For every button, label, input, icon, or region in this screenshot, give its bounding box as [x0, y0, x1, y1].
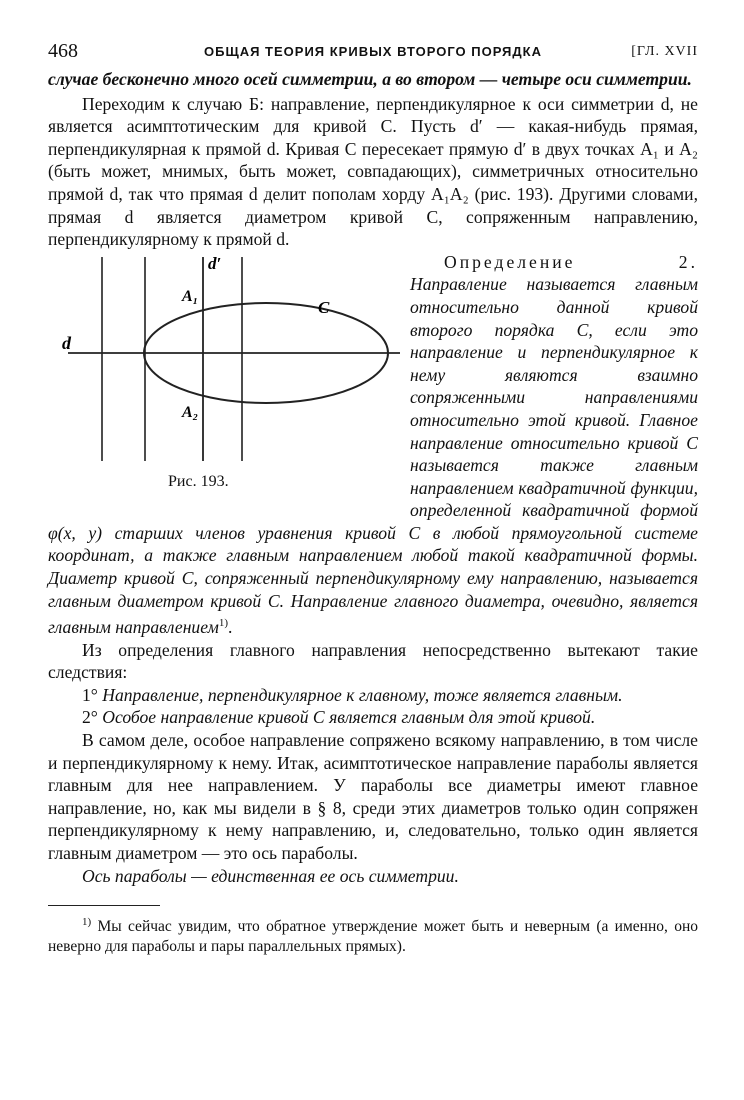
- label-d: d: [62, 332, 71, 353]
- definition-2: Определение 2. Направление называется главным относительно данной кривой второго порядка C, если это направление и перпендикулярное к нему являются взаимно сопряженными направлениями относительно этой кривой. Главное направление относительно кривой C называется также главным направлением квадратичной функции, определенной квадратичной формой φ(x, y) старших членов уравнения кривой C в любой прямоугольной системе координат, а также главным направлением любой такой квадратичной формы. Диаметр кривой C, сопряженный перпендикулярному ему направлению, называется главным диаметром кривой C. Направление главного диаметра, очевидно, является главным направлением$^{1)}$.: [48, 251, 698, 638]
- label-c: C: [318, 297, 330, 317]
- footnote-number: 1): [82, 916, 92, 929]
- footnote-mark: 1): [218, 617, 228, 630]
- consequence-1-number: 1°: [82, 684, 98, 705]
- paragraph-proof: В самом деле, особое направление сопряжено всякому направлению, в том числе и перпендикулярному к нему. Итак, асимптотическое направление параболы является главным для нее направлением. У параболы все диаметры имеют главное направление, но, как мы видели в § 8, среди этих диаметров только один сопряжен перпендикулярному к нему направлению, и, следовательно, только один является главным диаметром — это ось параболы.: [48, 730, 698, 864]
- consequence-1-text: Направление, перпендикулярное к главному, тоже является главным.: [102, 684, 623, 705]
- page-number: 468: [48, 40, 78, 62]
- label-d-prime: d′: [208, 253, 222, 273]
- page: [48, 36, 698, 957]
- figure-caption: Рис. 193.: [168, 472, 229, 490]
- paragraph-consequences: Из определения главного направления непосредственно вытекают такие следствия:: [48, 639, 698, 683]
- definition-label: Определение 2.: [444, 251, 698, 272]
- definition-text-b: Главное направление относительно кривой C называется также главным направлением квадратичной функции, определенной квадратичной формой φ(x, y) старших членов уравнения кривой C в любой прямоугольной системе координат, а также главным направлением любой такой квадратичной формы. Диаметр кривой C, сопряженный перпендикулярному ему направлению, называется главным диаметром кривой C. Направление главного диаметра, очевидно, является главным направлением: [48, 409, 698, 638]
- footnote: [48, 912, 698, 957]
- consequence-2: [48, 706, 698, 729]
- figure-193: [48, 253, 404, 521]
- label-a1: A₁: [182, 287, 199, 305]
- paragraph-top: случае бесконечно много осей симметрии, а во втором — четыре оси симметрии.: [48, 69, 692, 89]
- consequence-1: [48, 684, 698, 707]
- footnote-rule: [48, 905, 160, 906]
- chapter-label: [ГЛ. XVII: [631, 44, 698, 59]
- running-title: ОБЩАЯ ТЕОРИЯ КРИВЫХ ВТОРОГО ПОРЯДКА: [204, 44, 542, 59]
- paragraph-case-b: Переходим к случаю Б: направление, перпендикулярное к оси симметрии d, не является асимптотическим для кривой C. Пусть d′ — какая-нибудь прямая, перпендикулярная к прямой d. Кривая C пересекает прямую d′ в двух точках A₁ и A₂ (быть может, мнимых, быть может, совпадающих), симметричных относительно прямой d, так что прямая d делит пополам хорду A₁A₂ (рис. 193). Другими словами, прямая d является диаметром кривой C, сопряженным направлению, перпендикулярному к прямой d.: [48, 93, 698, 250]
- consequence-2-text: Особое направление кривой C является главным для этой кривой.: [102, 707, 596, 728]
- consequence-2-number: 2°: [82, 707, 98, 728]
- definition-text-a: Направление называется главным относительно данной кривой второго порядка C, если это направление и перпендикулярное к нему являются взаимно сопряженными направлениями относительно этой кривой.: [410, 274, 698, 430]
- footnote-text: Мы сейчас увидим, что обратное утверждение может быть и неверным (а именно, оно неверно для параболы и пары параллельных прямых).: [48, 918, 698, 956]
- running-header: [48, 36, 698, 66]
- paragraph-parabola-axis: Ось параболы — единственная ее ось симметрии.: [82, 865, 459, 886]
- label-a2: A₂: [182, 403, 199, 421]
